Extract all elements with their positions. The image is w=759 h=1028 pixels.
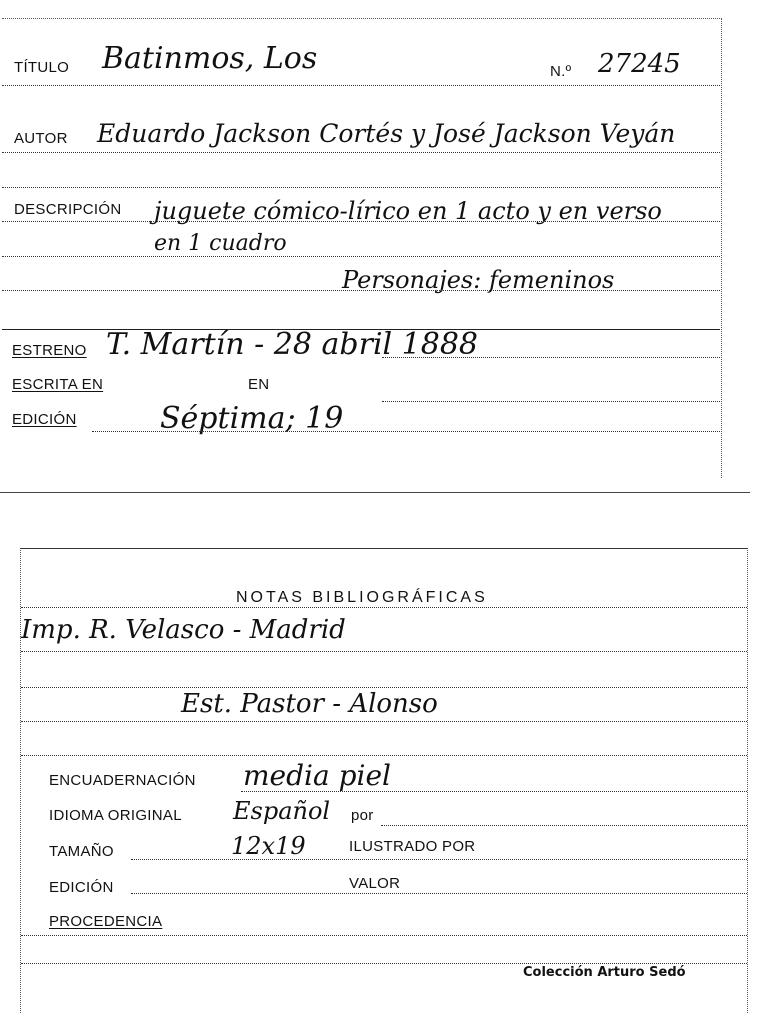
autor-label: AUTOR <box>14 130 68 147</box>
rule <box>21 935 747 936</box>
rule <box>2 187 720 188</box>
rule <box>2 256 720 257</box>
por-label: por <box>351 807 374 824</box>
numero-label: N.º <box>550 63 572 80</box>
autor-value: Eduardo Jackson Cortés y José Jackson Veyán <box>97 119 676 148</box>
rule <box>21 651 747 652</box>
estreno-label: ESTRENO <box>12 342 87 359</box>
procedencia-label: PROCEDENCIA <box>49 913 163 930</box>
collection-credit: Colección Arturo Sedó <box>523 965 686 980</box>
edicion2-label: EDICIÓN <box>49 879 114 896</box>
encuadernacion-label: ENCUADERNACIÓN <box>49 772 196 789</box>
idioma-label: IDIOMA ORIGINAL <box>49 807 182 824</box>
estreno-value: T. Martín - 28 abril 1888 <box>106 327 479 362</box>
descripcion-line3: Personajes: femeninos <box>342 266 615 294</box>
rule <box>2 290 720 291</box>
titulo-value: Batinmos, Los <box>102 41 318 76</box>
note-line1: Imp. R. Velasco - Madrid <box>21 615 346 645</box>
descripcion-label: DESCRIPCIÓN <box>14 201 122 218</box>
idioma-value: Español <box>233 797 331 825</box>
rule <box>21 963 747 964</box>
ilustrado-label: ILUSTRADO POR <box>349 838 476 855</box>
rule <box>382 401 720 402</box>
edicion-value: Séptima; 19 <box>160 401 344 436</box>
rule <box>241 791 747 792</box>
titulo-label: TÍTULO <box>14 59 70 76</box>
notas-heading: NOTAS BIBLIOGRÁFICAS <box>236 589 488 606</box>
rule <box>21 607 747 608</box>
descripcion-line2: en 1 cuadro <box>154 231 287 256</box>
rule <box>382 357 720 358</box>
rule <box>2 152 720 153</box>
numero-value: 27245 <box>598 49 681 79</box>
rule <box>2 85 720 86</box>
rule <box>21 721 747 722</box>
rule <box>21 687 747 688</box>
rule <box>131 859 747 860</box>
escrita-en-label: ESCRITA EN <box>12 376 104 393</box>
valor-label: VALOR <box>349 875 401 892</box>
tamano-value: 12x19 <box>231 832 306 860</box>
encuadernacion-value: media piel <box>243 759 391 792</box>
rule <box>21 755 747 756</box>
descripcion-line1: juguete cómico-lírico en 1 acto y en verso <box>154 197 662 225</box>
rule <box>381 825 747 826</box>
tamano-label: TAMAÑO <box>49 843 114 860</box>
edicion-label: EDICIÓN <box>12 411 77 428</box>
catalog-card-top <box>2 18 722 478</box>
rule <box>92 431 720 432</box>
rule <box>131 893 747 894</box>
note-line2: Est. Pastor - Alonso <box>181 689 438 719</box>
rule <box>2 221 720 222</box>
catalog-card-bottom <box>20 548 748 1013</box>
card-separator <box>0 492 750 493</box>
en-label: EN <box>248 376 270 393</box>
